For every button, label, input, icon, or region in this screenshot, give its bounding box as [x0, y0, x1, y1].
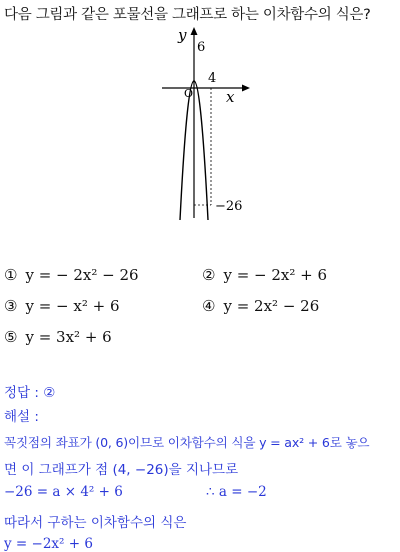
- axis-label-x: x: [226, 88, 235, 106]
- option-3[interactable]: ③ y = − x² + 6: [4, 297, 120, 315]
- axis-label-y: y: [178, 26, 187, 44]
- option-2[interactable]: ② y = − 2x² + 6: [202, 266, 328, 284]
- solution-line-3b: ∴ a = −2: [206, 484, 267, 500]
- x-axis-arrow: [242, 85, 250, 92]
- solution-line-1: 꼭짓점의 좌표가 (0, 6)이므로 이차함수의 식을 y = ax² + 6로 놓으: [4, 435, 370, 450]
- question-text: 다음 그림과 같은 포물선을 그래프로 하는 이차함수의 식은?: [4, 7, 371, 23]
- label-neg26: −26: [215, 199, 243, 214]
- solution-line-4: 따라서 구하는 이차함수의 식은: [4, 515, 187, 531]
- origin-label: O: [184, 87, 194, 100]
- option-1[interactable]: ① y = − 2x² − 26: [4, 266, 139, 284]
- option-5[interactable]: ⑤ y = 3x² + 6: [4, 328, 112, 346]
- solution-heading: 해설 :: [4, 409, 39, 425]
- parabola-graph: [150, 22, 260, 222]
- label-4: 4: [208, 71, 217, 86]
- solution-line-3a: −26 = a × 4² + 6: [4, 484, 123, 500]
- solution-line-5: y = −2x² + 6: [4, 536, 93, 552]
- option-4[interactable]: ④ y = 2x² − 26: [202, 297, 320, 315]
- label-6: 6: [197, 40, 206, 55]
- solution-line-2: 면 이 그래프가 점 (4, −26)을 지나므로: [4, 462, 239, 478]
- answer-line: 정답 : ②: [4, 385, 56, 401]
- y-axis-arrow: [191, 27, 198, 35]
